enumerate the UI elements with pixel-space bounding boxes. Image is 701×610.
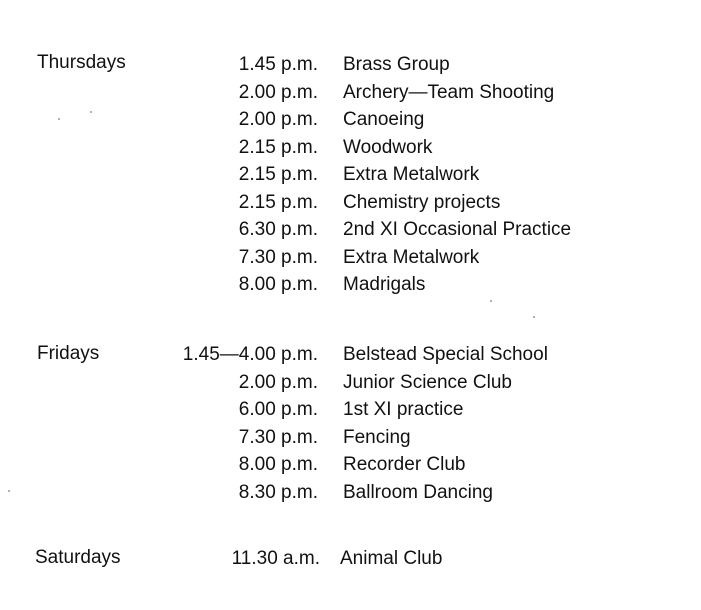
activity-label: Brass Group	[343, 54, 450, 75]
activity-label: Recorder Club	[343, 454, 466, 475]
time-label: 2.15 p.m.	[238, 136, 318, 158]
schedule-row	[0, 244, 701, 272]
schedule-row	[0, 341, 701, 369]
schedule-row	[0, 424, 701, 452]
time-label: 6.30 p.m.	[238, 219, 318, 240]
day-group-thursdays	[0, 49, 701, 299]
activity-label: Chemistry projects	[343, 191, 501, 213]
activity-label: Ballroom Dancing	[343, 481, 493, 503]
time-label: 11.30 a.m.	[231, 548, 320, 569]
activity-label: 1st XI practice	[343, 399, 464, 420]
activity-label: Fencing	[343, 426, 411, 448]
schedule-row	[0, 451, 701, 479]
day-label: Saturdays	[35, 547, 121, 568]
day-label: Thursdays	[37, 52, 126, 73]
activity-label: Junior Science Club	[343, 371, 512, 393]
activity-label: Woodwork	[343, 136, 433, 158]
schedule-row	[0, 189, 701, 217]
schedule-row	[0, 396, 701, 424]
activity-label: Extra Metalwork	[343, 246, 480, 268]
time-label: 2.00 p.m.	[238, 371, 318, 393]
schedule-row	[0, 369, 701, 397]
activity-label: Animal Club	[340, 548, 443, 569]
scan-speck	[533, 316, 535, 318]
time-label: 1.45 p.m.	[238, 54, 318, 75]
activity-label: 2nd XI Occasional Practice	[343, 219, 572, 240]
time-label: 7.30 p.m.	[238, 246, 318, 268]
activity-label: Extra Metalwork	[343, 164, 480, 185]
schedule-row	[0, 545, 701, 573]
scan-speck	[58, 118, 60, 120]
time-label: 1.45—4.00 p.m.	[182, 344, 318, 365]
day-group-saturdays	[0, 544, 701, 573]
scan-speck	[8, 490, 10, 492]
time-label: 8.30 p.m.	[238, 481, 318, 503]
time-label: 6.00 p.m.	[238, 399, 318, 420]
schedule-row	[0, 106, 701, 134]
activity-label: Madrigals	[343, 274, 426, 295]
scan-speck	[490, 300, 492, 302]
day-label: Fridays	[37, 343, 100, 364]
activity-label: Belstead Special School	[343, 344, 548, 365]
day-group-fridays	[0, 340, 701, 506]
time-label: 2.15 p.m.	[238, 191, 318, 213]
schedule-row	[0, 79, 701, 107]
schedule-row	[0, 479, 701, 507]
time-label: 2.00 p.m.	[238, 109, 318, 130]
activity-label: Archery—Team Shooting	[343, 81, 555, 103]
time-label: 2.15 p.m.	[238, 164, 318, 185]
schedule-row	[0, 161, 701, 189]
time-label: 8.00 p.m.	[238, 454, 318, 475]
schedule-row	[0, 51, 701, 79]
schedule-row	[0, 134, 701, 162]
time-label: 2.00 p.m.	[238, 81, 318, 103]
time-label: 7.30 p.m.	[238, 426, 318, 448]
schedule-row	[0, 271, 701, 299]
time-label: 8.00 p.m.	[238, 274, 318, 295]
schedule-row	[0, 216, 701, 244]
scan-speck	[90, 111, 92, 113]
activity-label: Canoeing	[343, 109, 425, 130]
